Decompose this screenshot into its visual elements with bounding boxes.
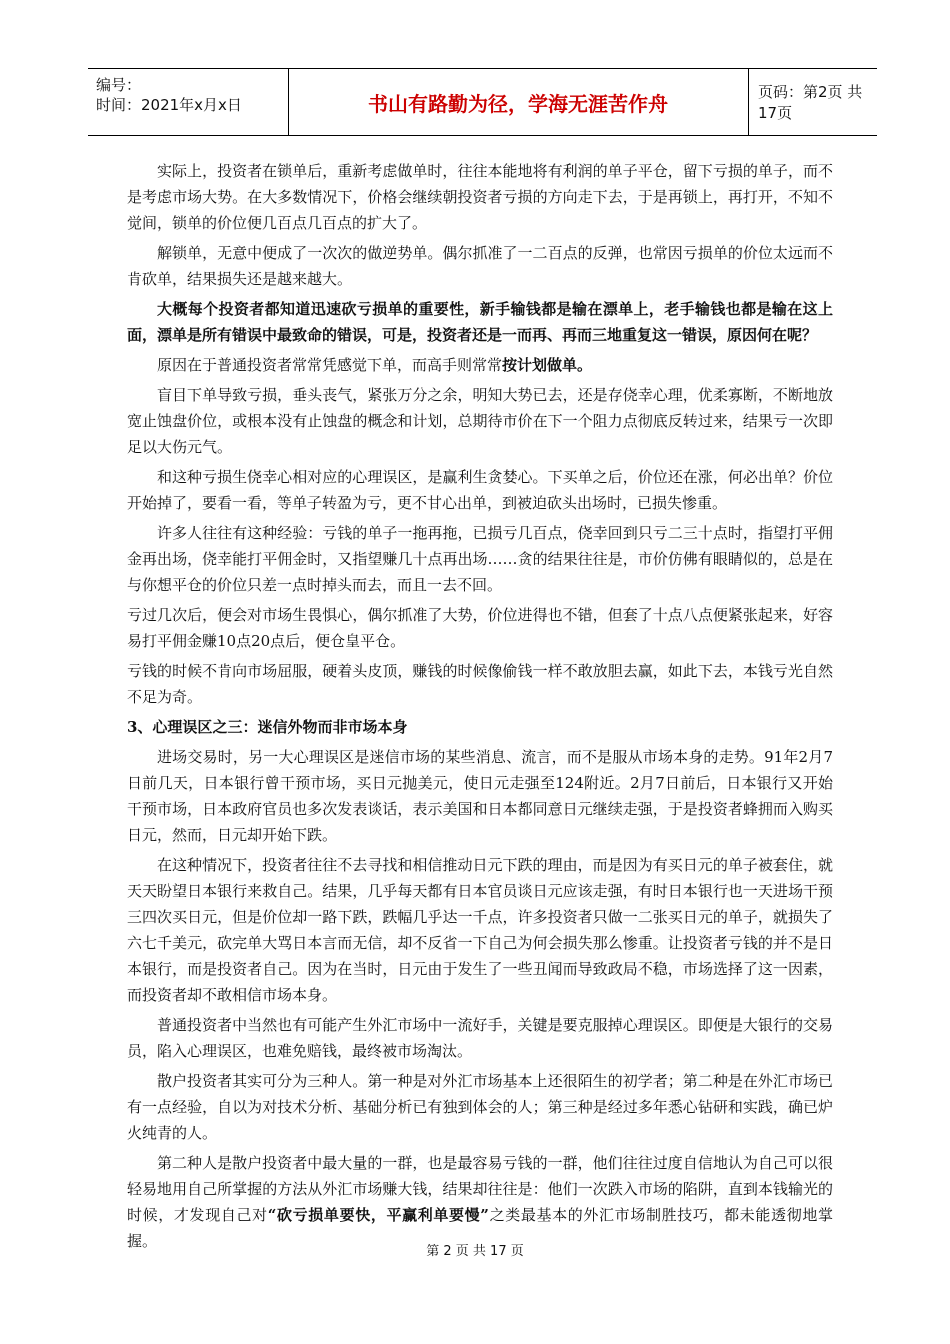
page-footer: 第 2 页 共 17 页 — [426, 1244, 524, 1259]
header-meta — [96, 75, 286, 115]
paragraph-bold: 大概每个投资者都知道迅速砍亏损单的重要性，新手输钱都是输在漂单上，老手输钱也都是输在这上面，漂单是所有错误中最致命的错误，可是，投资者还是一而再、再而三地重复这一错误，原因何在呢？ — [127, 300, 833, 344]
document-date-label: 时间：2021年x月x日 — [96, 96, 242, 114]
document-number-label: 编号： — [96, 76, 142, 94]
paragraph: 盲目下单导致亏损，垂头丧气，紧张万分之余，明知大势已去，还是存侥幸心理，优柔寡断，不断地放宽止蚀盘价位，或根本没有止蚀盘的概念和计划，总期待市价在下一个阻力点彻底反转过来，结果亏一次即足以大伤元气。 — [127, 386, 833, 456]
paragraph — [127, 352, 833, 378]
document-body — [127, 158, 833, 1258]
section-heading: 3、心理误区之三：迷信外物而非市场本身 — [127, 718, 408, 736]
header-motto: 书山有路勤为径，学海无涯苦作舟 — [368, 91, 668, 116]
paragraph: 许多人往往有这种经验：亏钱的单子一拖再拖，已损亏几百点，侥幸回到只亏二三十点时，指望打平佣金再出场，侥幸能打平佣金时，又指望赚几十点再出场……贪的结果往往是，市价仿佛有眼睛似的，总是在与你想平仓的价位只差一点时掉头而去，而且一去不回。 — [127, 524, 833, 594]
paragraph — [127, 1150, 833, 1254]
page-header — [88, 68, 877, 136]
paragraph: 解锁单，无意中便成了一次次的做逆势单。偶尔抓准了一二百点的反弹，也常因亏损单的价位太远而不肯砍单，结果损失还是越来越大。 — [127, 244, 833, 288]
paragraph: 进场交易时，另一大心理误区是迷信市场的某些消息、流言，而不是服从市场本身的走势。91年2月7日前几天，日本银行曾干预市场，买日元抛美元，使日元走强至124附近。2月7日前后，日本银行又开始干预市场，日本政府官员也多次发表谈话，表示美国和日本都同意日元继续走强，于是投资者蜂拥而入购买日元，然而，日元却开始下跌。 — [127, 748, 833, 844]
paragraph: 和这种亏损生侥幸心相对应的心理误区，是赢利生贪婪心。下买单之后，价位还在涨，何必出单？价位开始掉了，要看一看，等单子转盈为亏，更不甘心出单，到被迫砍头出场时，已损失惨重。 — [127, 468, 833, 512]
paragraph-emphasis: 按计划做单。 — [502, 356, 593, 374]
paragraph-emphasis: “砍亏损单要快，平赢利单要慢” — [267, 1206, 489, 1224]
paragraph-text: 第二种人是散户投资者中最大量的一群，也是最容易亏钱的一群，他们往往过度自信地认为自己可以很轻易地用自己所掌握的方法从外汇市场赚大钱，结果却往往是：他们一次跌入市场的陷阱，直到本钱输光的时候，才发现自己对 — [127, 1154, 833, 1224]
header-divider-right — [748, 69, 749, 135]
paragraph-text: 原因在于普通投资者常常凭感觉下单，而高手则常常 — [157, 356, 503, 374]
paragraph: 普通投资者中当然也有可能产生外汇市场中一流好手，关键是要克服掉心理误区。即便是大银行的交易员，陷入心理误区，也难免赔钱，最终被市场淘汰。 — [127, 1016, 833, 1060]
paragraph: 亏过几次后，便会对市场生畏惧心，偶尔抓准了大势，价位进得也不错，但套了十点八点便紧张起来，好容易打平佣金赚10点20点后，便仓皇平仓。 — [127, 606, 833, 650]
paragraph: 在这种情况下，投资者往往不去寻找和相信推动日元下跌的理由，而是因为有买日元的单子被套住，就天天盼望日本银行来救自己。结果，几乎每天都有日本官员谈日元应该走强，有时日本银行也一天进场干预三四次买日元，但是价位却一路下跌，跌幅几乎达一千点，许多投资者只做一二张买日元的单子，就损失了六七千美元，砍完单大骂日本言而无信，却不反省一下自己为何会损失那么惨重。让投资者亏钱的并不是日本银行，而是投资者自己。因为在当时，日元由于发生了一些丑闻而导致政局不稳，市场选择了这一因素，而投资者却不敢相信市场本身。 — [127, 856, 833, 1004]
paragraph: 散户投资者其实可分为三种人。第一种是对外汇市场基本上还很陌生的初学者；第二种是在外汇市场已有一点经验，自以为对技术分析、基础分析已有独到体会的人；第三种是经过多年悉心钻研和实践，确已炉火纯青的人。 — [127, 1072, 833, 1142]
paragraph: 实际上，投资者在锁单后，重新考虑做单时，往往本能地将有利润的单子平仓，留下亏损的单子，而不是考虑市场大势。在大多数情况下，价格会继续朝投资者亏损的方向走下去，于是再锁上，再打开，不知不觉间，锁单的价位便几百点几百点的扩大了。 — [127, 162, 833, 232]
paragraph: 亏钱的时候不肯向市场屈服，硬着头皮顶，赚钱的时候像偷钱一样不敢放胆去赢，如此下去，本钱亏光自然不足为奇。 — [127, 662, 833, 706]
paragraph-text: 之类最基本的外汇市场制胜技巧，都未能透彻地掌握。 — [127, 1206, 833, 1250]
header-page-number: 页码：第2页 共17页 — [758, 83, 863, 122]
